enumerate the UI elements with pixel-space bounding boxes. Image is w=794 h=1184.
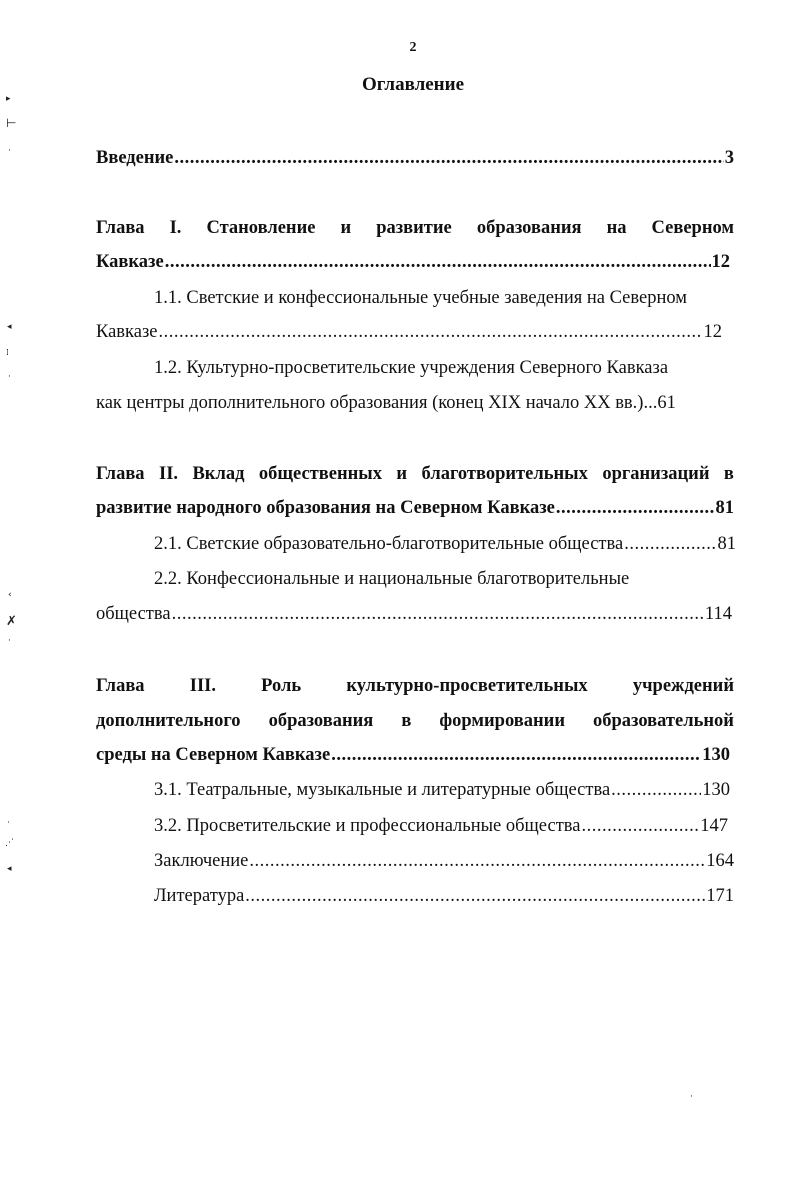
scan-artifact: ⋰: [5, 838, 14, 848]
word: и: [340, 218, 352, 238]
toc-page-number: 61: [657, 393, 676, 413]
scan-artifact: ◂: [7, 864, 12, 874]
leader-dots: [249, 849, 705, 873]
word: дополнительного: [96, 711, 241, 731]
word: организаций: [602, 464, 710, 484]
word: благотворительных: [421, 464, 588, 484]
word: формировании: [439, 711, 565, 731]
word: в: [401, 711, 412, 731]
toc-page-number: 171: [706, 886, 734, 906]
toc-chapter-1-heading[interactable]: [96, 216, 734, 240]
page-number: 2: [409, 40, 417, 55]
toc-page-number: 130: [702, 745, 730, 765]
toc-entry-label: Введение: [96, 148, 174, 168]
word: образования: [476, 218, 582, 238]
leader-dots: [165, 250, 711, 274]
word: культурно-просветительных: [346, 676, 588, 696]
leader-dots: [172, 602, 704, 626]
word: Становление: [206, 218, 316, 238]
word: II.: [159, 464, 179, 484]
toc-section-2-1[interactable]: [154, 532, 736, 556]
scan-artifact: ·: [8, 636, 11, 646]
toc-section-3-2[interactable]: [154, 814, 728, 838]
toc-entry-label: Кавказе: [96, 252, 164, 272]
word: Глава: [96, 218, 145, 238]
leader-dots: [624, 532, 716, 556]
scan-artifact: ·: [7, 818, 10, 828]
toc-page-number: 81: [715, 498, 734, 518]
leader-dots: [581, 814, 699, 838]
scan-artifact: ◂: [7, 322, 12, 332]
leader-dots: [556, 496, 715, 520]
toc-entry-conclusion[interactable]: [154, 849, 734, 873]
word: на: [606, 218, 627, 238]
toc-entry-label: Кавказе: [96, 322, 158, 342]
toc-entry-label: развитие народного образования на Северном Кавказе: [96, 498, 555, 518]
scan-artifact: ⁞: [6, 348, 9, 358]
word: учреждений: [632, 676, 734, 696]
word: развитие: [376, 218, 452, 238]
leader-dots: [174, 146, 723, 170]
scan-artifact: ·: [8, 146, 11, 156]
scan-artifact: ‹: [8, 590, 12, 600]
leader-dots: [611, 778, 701, 802]
toc-chapter-3-heading[interactable]: [96, 674, 734, 698]
word: образования: [268, 711, 374, 731]
toc-entry-label: общества: [96, 604, 171, 624]
toc-entry-literature[interactable]: [154, 884, 734, 908]
word: Северном: [651, 218, 734, 238]
word: Роль: [261, 676, 302, 696]
scan-artifact: ⊢: [6, 116, 17, 130]
toc-section-1-2-line2[interactable]: [96, 391, 676, 415]
leader-dots: [245, 884, 705, 908]
toc-page-number: 130: [702, 780, 730, 800]
toc-page-number: 164: [706, 851, 734, 871]
word: общественных: [258, 464, 382, 484]
toc-entry-label: как центры дополнительного образования (конец XIX начало XX вв.)...: [96, 393, 658, 413]
toc-section-2-2[interactable]: [154, 567, 629, 591]
word: III.: [189, 676, 216, 696]
leader-dots: [331, 743, 701, 767]
word: I.: [169, 218, 182, 238]
scan-artifact: ·: [690, 1092, 693, 1102]
toc-page-number: 12: [711, 252, 730, 272]
toc-entry-label: 2.1. Светские образовательно-благотворительные общества: [154, 534, 624, 554]
word: Вклад: [192, 464, 245, 484]
word: в: [723, 464, 734, 484]
toc-section-1-2[interactable]: [154, 356, 668, 380]
toc-entry-label: Заключение: [154, 851, 249, 871]
toc-page-number: 3: [724, 148, 734, 168]
toc-entry-label: 2.2. Конфессиональные и национальные благотворительные: [154, 569, 630, 589]
toc-chapter-2-heading[interactable]: [96, 462, 734, 486]
toc-entry-label: среды на Северном Кавказе: [96, 745, 331, 765]
toc-chapter-3-line3[interactable]: [96, 743, 730, 767]
word: образовательной: [593, 711, 734, 731]
toc-section-1-1-line2[interactable]: [96, 320, 722, 344]
toc-chapter-3-line2[interactable]: [96, 709, 734, 733]
scan-artifact: ▸: [6, 94, 11, 104]
toc-section-1-1[interactable]: [154, 286, 687, 310]
leader-dots: [158, 320, 702, 344]
toc-entry-label: 3.2. Просветительские и профессиональные общества: [154, 816, 581, 836]
word: и: [396, 464, 408, 484]
toc-entry-intro[interactable]: [96, 146, 734, 170]
toc-page-number: 114: [704, 604, 732, 624]
toc-entry-label: 1.2. Культурно-просветительские учреждения Северного Кавказа: [154, 358, 669, 378]
scan-artifact: ·: [8, 372, 11, 382]
word: Глава: [96, 464, 145, 484]
toc-section-3-1[interactable]: [154, 778, 730, 802]
scan-artifact: ✗: [6, 614, 17, 629]
toc-section-2-2-line2[interactable]: [96, 602, 732, 626]
toc-entry-label: 3.1. Театральные, музыкальные и литературные общества: [154, 780, 611, 800]
toc-page-number: 12: [703, 322, 722, 342]
toc-page-number: 81: [717, 534, 736, 554]
toc-page-number: 147: [700, 816, 728, 836]
toc-entry-label: 1.1. Светские и конфессиональные учебные заведения на Северном: [154, 288, 687, 308]
word: Глава: [96, 676, 145, 696]
toc-chapter-2-line2[interactable]: [96, 496, 734, 520]
page-title: Оглавление: [361, 74, 465, 95]
toc-entry-label: Литература: [154, 886, 245, 906]
toc-chapter-1-line2[interactable]: [96, 250, 730, 274]
